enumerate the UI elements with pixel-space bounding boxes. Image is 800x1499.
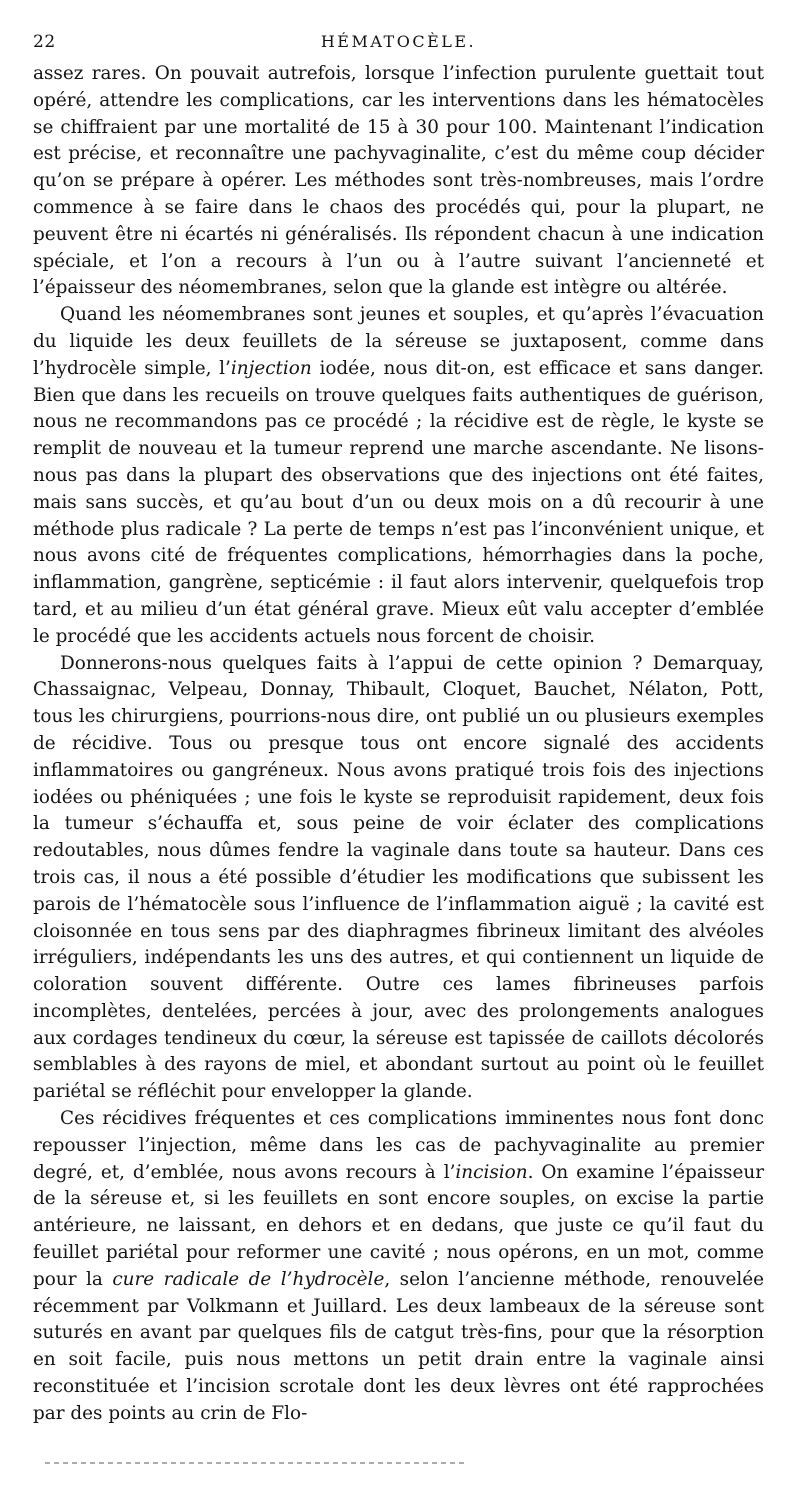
- text-run: . On examine l’épaisseur de la séreuse et, si les feuillets en sont encore souples, on excise la partie antérieure, ne laissant, en dehors et en dedans, que juste ce qu’il faut du feuillet pariétal pour reformer une cavité ; nous opérons, en un mot, comme pour la: [33, 1161, 764, 1290]
- page-header: [33, 30, 764, 58]
- text-run: Ces récidives fréquentes et ces complications imminentes nous font donc repousser l’injection, même dans les cas de pachyvaginalite au premier degré, et, d’emblée, nous avons recours à l’: [33, 1108, 764, 1183]
- paragraph: [33, 651, 764, 1107]
- paragraph: [33, 302, 764, 650]
- text-run: assez rares. On pouvait autrefois, lorsque l’infection purulente guettait tout opéré, attendre les complications, car les interventions dans les hématocèles se chiffraient par une mortalité de 15 à 30 pour 100. Maintenant l’indication est précise, et reconnaître une pachyvaginalite, c’est du même coup décider qu’on se prépare à opérer. Les méthodes sont très-nombreuses, mais l’ordre commence à se faire dans le chaos des procédés qui, pour la plupart, ne peuvent être ni écartés ni généralisés. Ils répondent chacun à une indication spéciale, et l’on a recours à l’un ou à l’autre suivant l’ancienneté et l’épaisseur des néomembranes, selon que la glande est intègre ou altérée.: [33, 63, 764, 299]
- footer-rule: [45, 1462, 465, 1464]
- italic-term: cure radicale de l’hydrocèle: [112, 1268, 385, 1290]
- page-number: 22: [33, 32, 56, 52]
- paragraph: [33, 61, 764, 302]
- text-run: Quand les néomembranes sont jeunes et souples, et qu’après l’évacuation du liquide les deux feuillets de la séreuse se juxtaposent, comme dans l’hydrocèle simple, l’: [33, 304, 764, 379]
- running-title: HÉMATOCÈLE.: [320, 32, 477, 51]
- italic-term: injection: [230, 357, 312, 379]
- paragraph: [33, 1106, 764, 1428]
- body-text: [33, 61, 764, 1428]
- text-run: iodée, nous dit-on, est efficace et sans danger. Bien que dans les recueils on trouve quelques faits authentiques de guérison, nous ne recommandons pas ce procédé ; la récidive est de règle, le kyste se remplit de nouveau et la tumeur reprend une marche ascendante. Ne lisons-nous pas dans la plupart des observations que des injections ont été faites, mais sans succès, et qu’au bout d’un ou deux mois on a dû recourir à une méthode plus radicale ? La perte de temps n’est pas l’inconvénient unique, et nous avons cité de fréquentes complications, hémorrhagies dans la poche, inflammation, gangrène, septicémie : il faut alors intervenir, quelquefois trop tard, et au milieu d’un état général grave. Mieux eût valu accepter d’emblée le procédé que les accidents actuels nous forcent de choisir.: [33, 357, 764, 647]
- italic-term: incision: [455, 1161, 528, 1183]
- text-run: , selon l’ancienne méthode, renouvelée récemment par Volkmann et Juillard. Les deux lambeaux de la séreuse sont suturés en avant par quelques fils de catgut très-fins, pour que la résorption en soit facile, puis nous mettons un petit drain entre la vaginale ainsi reconstituée et l’incision scrotale dont les deux lèvres ont été rapprochées par des points au crin de Flo-: [33, 1268, 764, 1424]
- text-run: Donnerons-nous quelques faits à l’appui de cette opinion ? Demarquay, Chassaignac, Velpeau, Donnay, Thibault, Cloquet, Bauchet, Nélaton, Pott, tous les chirurgiens, pourrions-nous dire, ont publié un ou plusieurs exemples de récidive. Tous ou presque tous ont encore signalé des accidents inflammatoires ou gangréneux. Nous avons pratiqué trois fois des injections iodées ou phéniquées ; une fois le kyste se reproduisit rapidement, deux fois la tumeur s’échauffa et, sous peine de voir éclater des complications redoutables, nous dûmes fendre la vaginale dans toute sa hauteur. Dans ces trois cas, il nous a été possible d’étudier les modifications que subissent les parois de l’hématocèle sous l’influence de l’inflammation aiguë ; la cavité est cloisonnée en tous sens par des diaphragmes fibrineux limitant des alvéoles irréguliers, indépendants les uns des autres, et qui contiennent un liquide de coloration souvent différente. Outre ces lames fibrineuses parfois incomplètes, dentelées, percées à jour, avec des prolongements analogues aux cordages tendineux du cœur, la séreuse est tapissée de caillots décolorés semblables à des rayons de miel, et abondant surtout au point où le feuillet pariétal se réfléchit pour envelopper la glande.: [33, 652, 764, 1103]
- document-page: [33, 30, 764, 1428]
